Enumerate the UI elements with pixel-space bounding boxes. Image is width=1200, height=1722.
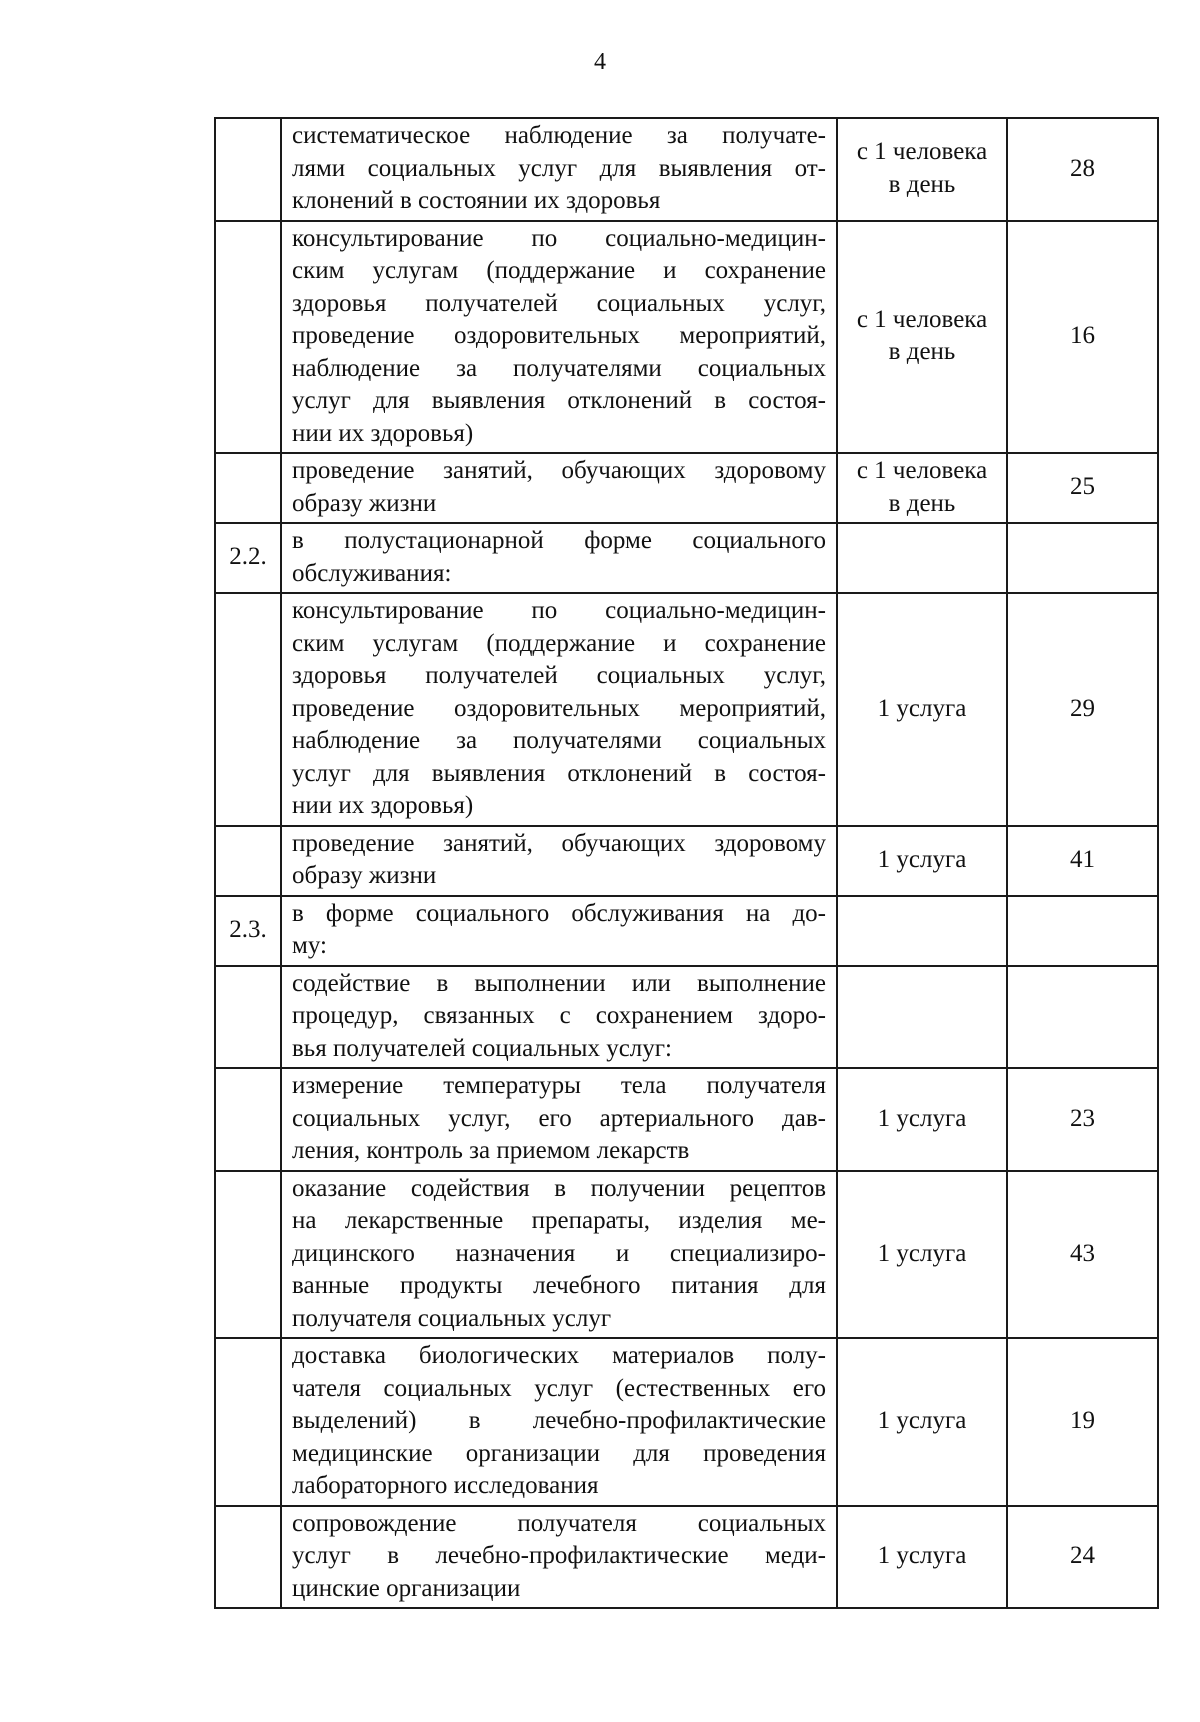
service-description-cell — [281, 966, 837, 1069]
unit-of-service-cell — [837, 1338, 1007, 1506]
service-description-line: доставка биологических материалов полу- — [292, 1342, 826, 1369]
service-description-line: образу жизни — [292, 862, 437, 889]
tariff-value-cell — [1007, 896, 1158, 966]
service-description-line: сопровождение получателя социальных — [292, 1509, 826, 1537]
table-row — [215, 221, 1158, 454]
service-description-cell — [281, 1068, 837, 1171]
table-row — [215, 1338, 1158, 1506]
tariff-value-cell: 28 — [1007, 118, 1158, 221]
service-description-line: клонений в состоянии их здоровья — [292, 187, 661, 214]
unit-of-service-cell — [837, 118, 1007, 221]
row-number-cell — [215, 1338, 281, 1506]
service-description-line: получателя социальных услуг — [292, 1304, 612, 1332]
unit-of-service-text: с 1 человека — [856, 457, 988, 484]
service-description-line: образу жизни — [292, 489, 437, 517]
row-number-cell — [215, 593, 281, 826]
service-description-line: чателя социальных услуг (естественных его — [292, 1374, 826, 1402]
service-description-cell — [281, 221, 837, 454]
unit-of-service-cell — [837, 826, 1007, 896]
tariff-value-cell: 41 — [1007, 826, 1158, 896]
service-description-line: проведение занятий, обучающих здоровому — [292, 457, 826, 484]
tariff-value-cell: 16 — [1007, 221, 1158, 454]
unit-of-service-text: в день — [888, 338, 956, 366]
row-number-cell — [215, 966, 281, 1069]
unit-of-service-cell — [837, 453, 1007, 523]
service-description-line: проведение занятий, обучающих здоровому — [292, 829, 826, 857]
service-description-cell — [281, 826, 837, 896]
unit-of-service-text: в день — [888, 489, 956, 517]
row-number-cell — [215, 1068, 281, 1171]
service-description-cell — [281, 1338, 837, 1506]
service-description-line: в форме социального обслуживания на до- — [292, 899, 826, 927]
tariff-value-cell: 19 — [1007, 1338, 1158, 1506]
unit-of-service-text: 1 услуга — [877, 1104, 967, 1132]
service-description-line: в полустационарной форме социального — [292, 527, 826, 554]
service-description-line: консультирование по социально-медицин- — [292, 597, 826, 624]
tariff-value-cell — [1007, 523, 1158, 593]
unit-of-service-cell — [837, 593, 1007, 826]
unit-of-service-cell — [837, 1506, 1007, 1609]
unit-of-service-cell — [837, 1171, 1007, 1339]
service-description-cell — [281, 118, 837, 221]
service-description-line: цинские организации — [292, 1574, 521, 1602]
service-description-line: нии их здоровья) — [292, 419, 474, 447]
service-description-line: консультирование по социально-медицин- — [292, 224, 826, 252]
unit-of-service-cell — [837, 1068, 1007, 1171]
unit-of-service-text: 1 услуга — [877, 1239, 967, 1267]
service-description-line: ским услугам (поддержание и сохранение — [292, 257, 826, 284]
tariff-value-cell: 29 — [1007, 593, 1158, 826]
table-row — [215, 523, 1158, 593]
unit-of-service-cell — [837, 221, 1007, 454]
service-description-line: ления, контроль за приемом лекарств — [292, 1137, 690, 1164]
unit-of-service-cell — [837, 966, 1007, 1069]
service-description-line: лями социальных услуг для выявления от- — [292, 154, 826, 182]
unit-of-service-text: 1 услуга — [877, 1542, 967, 1569]
service-description-cell — [281, 1506, 837, 1609]
tariff-value-cell: 24 — [1007, 1506, 1158, 1609]
service-description-line: наблюдение за получателями социальных — [292, 354, 826, 382]
row-number-cell — [215, 826, 281, 896]
service-description-line: ским услугам (поддержание и сохранение — [292, 629, 826, 657]
service-description-line: нии их здоровья) — [292, 792, 474, 819]
row-number-cell — [215, 453, 281, 523]
service-description-line: на лекарственные препараты, изделия ме- — [292, 1207, 826, 1234]
service-description-cell — [281, 896, 837, 966]
row-number-cell — [215, 1506, 281, 1609]
service-description-line: услуг для выявления отклонений в состоя- — [292, 387, 826, 414]
service-description-line: процедур, связанных с сохранением здоро- — [292, 1002, 826, 1029]
service-description-line: ванные продукты лечебного питания для — [292, 1272, 826, 1299]
services-tariff-table — [214, 117, 1159, 1609]
unit-of-service-text: 1 услуга — [877, 845, 967, 873]
service-description-line: систематическое наблюдение за получате- — [292, 122, 826, 149]
service-description-cell — [281, 1171, 837, 1339]
row-number-cell — [215, 1171, 281, 1339]
service-description-line: проведение оздоровительных мероприятий, — [292, 322, 826, 349]
row-number-cell: 2.3. — [215, 896, 281, 966]
unit-of-service-cell — [837, 523, 1007, 593]
tariff-value-cell: 43 — [1007, 1171, 1158, 1339]
service-description-line: наблюдение за получателями социальных — [292, 727, 826, 754]
service-description-line: услуг для выявления отклонений в состоя- — [292, 759, 826, 787]
table-row — [215, 1506, 1158, 1609]
unit-of-service-cell — [837, 896, 1007, 966]
unit-of-service-text: с 1 человека — [856, 138, 988, 166]
unit-of-service-text: 1 услуга — [877, 1407, 967, 1434]
tariff-value-cell: 23 — [1007, 1068, 1158, 1171]
table-row — [215, 118, 1158, 221]
tariff-value-cell: 25 — [1007, 453, 1158, 523]
service-description-line: выделений) в лечебно-профилактические — [292, 1407, 826, 1434]
row-number-cell: 2.2. — [215, 523, 281, 593]
table-row — [215, 826, 1158, 896]
table-row — [215, 896, 1158, 966]
table-body — [215, 118, 1158, 1608]
row-number-cell — [215, 118, 281, 221]
table-row — [215, 593, 1158, 826]
service-description-line: дицинского назначения и специализиро- — [292, 1239, 826, 1267]
service-description-line: здоровья получателей социальных услуг, — [292, 289, 826, 317]
service-description-line: измерение температуры тела получателя — [292, 1072, 826, 1099]
service-description-line: социальных услуг, его артериального дав- — [292, 1104, 826, 1132]
tariff-value-cell — [1007, 966, 1158, 1069]
service-description-line: обслуживания: — [292, 559, 452, 587]
service-description-cell — [281, 523, 837, 593]
table-row — [215, 1171, 1158, 1339]
page-number: 4 — [594, 49, 606, 75]
service-description-line: здоровья получателей социальных услуг, — [292, 662, 826, 689]
service-description-line: содействие в выполнении или выполнение — [292, 969, 826, 997]
service-description-line: вья получателей социальных услуг: — [292, 1034, 672, 1062]
row-number-cell — [215, 221, 281, 454]
unit-of-service-text: с 1 человека — [856, 305, 988, 333]
table-row — [215, 966, 1158, 1069]
unit-of-service-text: в день — [888, 170, 956, 198]
service-description-line: медицинские организации для проведения — [292, 1439, 826, 1467]
unit-of-service-text: 1 услуга — [877, 694, 967, 722]
service-description-line: лабораторного исследования — [292, 1472, 599, 1499]
service-description-line: оказание содействия в получении рецептов — [292, 1174, 826, 1202]
table-row — [215, 1068, 1158, 1171]
service-description-cell — [281, 593, 837, 826]
service-description-line: услуг в лечебно-профилактические меди- — [292, 1542, 826, 1569]
service-description-cell — [281, 453, 837, 523]
service-description-line: проведение оздоровительных мероприятий, — [292, 694, 826, 722]
service-description-line: му: — [292, 932, 327, 959]
table-row — [215, 453, 1158, 523]
